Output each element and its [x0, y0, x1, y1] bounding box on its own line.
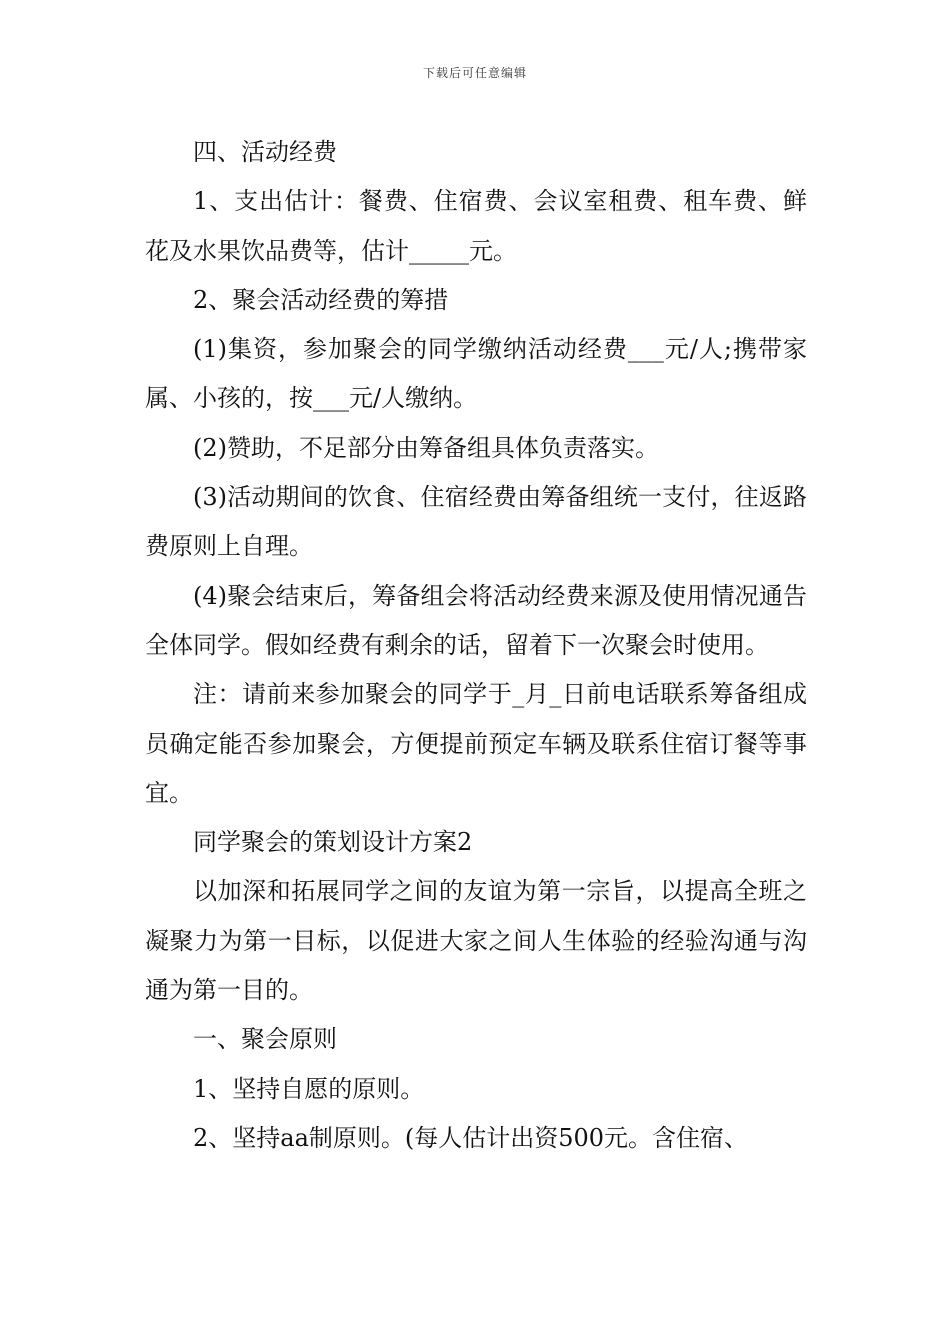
page-header-note: 下载后可任意编辑 [422, 66, 527, 80]
section-heading-principles: 一、聚会原则 [193, 1025, 337, 1054]
document-body [145, 128, 807, 1163]
paragraph-item-2: (2)赞助，不足部分由筹备组具体负责落实。 [193, 433, 659, 462]
paragraph-principle-1: 1、坚持自愿的原则。 [193, 1074, 425, 1103]
section-title-plan-2: 同学聚会的策划设计方案2 [193, 828, 473, 857]
paragraph-item-1: (1)集资，参加聚会的同学缴纳活动经费___元/人;携带家属、小孩的，按___元/人缴纳。 [145, 335, 807, 413]
section-heading-funding: 四、活动经费 [193, 138, 337, 166]
subheading-fundraising: 2、聚会活动经费的筹措 [193, 285, 449, 314]
paragraph-purpose: 以加深和拓展同学之间的友谊为第一宗旨，以提高全班之凝聚力为第一目标，以促进大家之间人生体验的经验沟通与沟通为第一目的。 [145, 877, 807, 1005]
paragraph-principle-2: 2、坚持aa制原则。(每人估计出资500元。含住宿、 [193, 1123, 749, 1152]
paragraph-item-4: (4)聚会结束后，筹备组会将活动经费来源及使用情况通告全体同学。假如经费有剩余的话，留着下一次聚会时使用。 [145, 581, 807, 659]
paragraph-item-3: (3)活动期间的饮食、住宿经费由筹备组统一支付，往返路费原则上自理。 [145, 483, 807, 561]
paragraph-note: 注：请前来参加聚会的同学于_月_日前电话联系筹备组成员确定能否参加聚会，方便提前预定车辆及联系住宿订餐等事宜。 [145, 680, 807, 807]
paragraph-expense-estimate: 1、支出估计：餐费、住宿费、会议室租费、租车费、鲜花及水果饮品费等，估计_____元。 [145, 187, 807, 265]
